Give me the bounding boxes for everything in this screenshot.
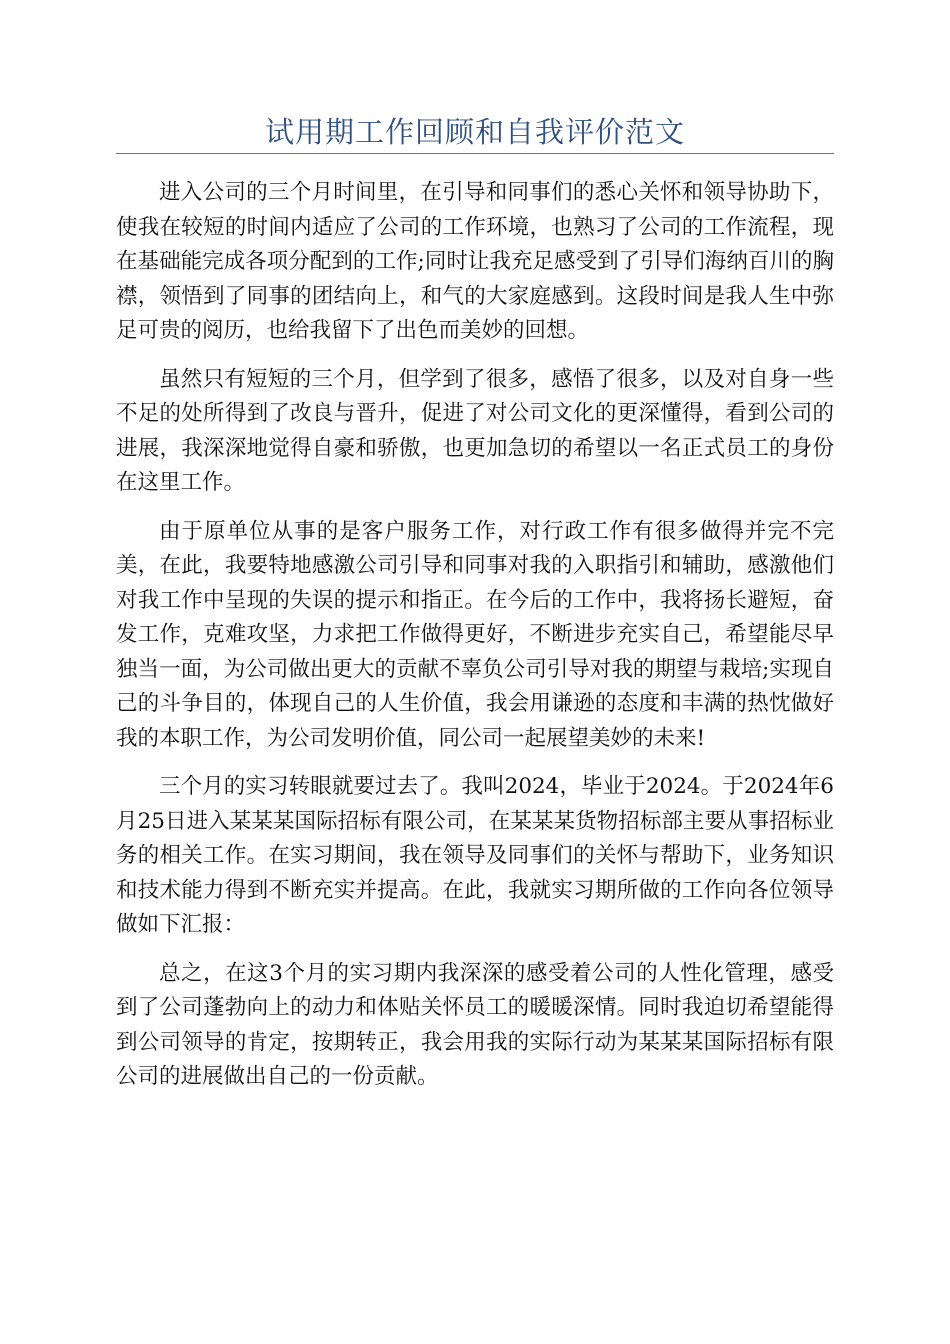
title-underline xyxy=(116,153,834,154)
paragraph-4: 三个月的实习转眼就要过去了。我叫2024，毕业于2024。于2024年6月25日进入某某某国际招标有限公司，在某某某货物招标部主要从事招标业务的相关工作。在实习期间，我在领导及同事们的关怀与帮助下，业务知识和技术能力得到不断充实并提高。在此，我就实习期所做的工作向各位领导做如下汇报： xyxy=(116,774,834,937)
paragraph-5: 总之，在这3个月的实习期内我深深的感受着公司的人性化管理，感受到了公司蓬勃向上的动力和体贴关怀员工的暖暖深情。同时我迫切希望能得到公司领导的肯定，按期转正，我会用我的实际行动为某某某国际招标有限公司的进展做出自己的一份贡献。 xyxy=(116,960,834,1089)
paragraph-1: 进入公司的三个月时间里，在引导和同事们的悉心关怀和领导协助下，使我在较短的时间内适应了公司的工作环境，也熟习了公司的工作流程，现在基础能完成各项分配到的工作;同时让我充足感受到了引导们海纳百川的胸襟，领悟到了同事的团结向上，和气的大家庭感到。这段时间是我人生中弥足可贵的阅历，也给我留下了出色而美妙的回想。 xyxy=(116,180,834,343)
paragraph-2: 虽然只有短短的三个月，但学到了很多，感悟了很多，以及对自身一些不足的处所得到了改良与晋升，促进了对公司文化的更深懂得，看到公司的进展，我深深地觉得自豪和骄傲，也更加急切的希望以一名正式员工的身份在这里工作。 xyxy=(116,366,834,495)
document-title: 试用期工作回顾和自我评价范文 xyxy=(264,115,685,149)
document-body xyxy=(116,176,834,1109)
paragraph-3: 由于原单位从事的是客户服务工作，对行政工作有很多做得并完不完美，在此，我要特地感激公司引导和同事对我的入职指引和辅助，感激他们对我工作中呈现的失误的提示和指正。在今后的工作中，我将扬长避短，奋发工作，克难攻坚，力求把工作做得更好，不断进步充实自己，希望能尽早独当一面，为公司做出更大的贡献不辜负公司引导对我的期望与栽培;实现自己的斗争目的，体现自己的人生价值，我会用谦逊的态度和丰满的热忱做好我的本职工作，为公司发明价值，同公司一起展望美妙的未来! xyxy=(116,518,834,751)
